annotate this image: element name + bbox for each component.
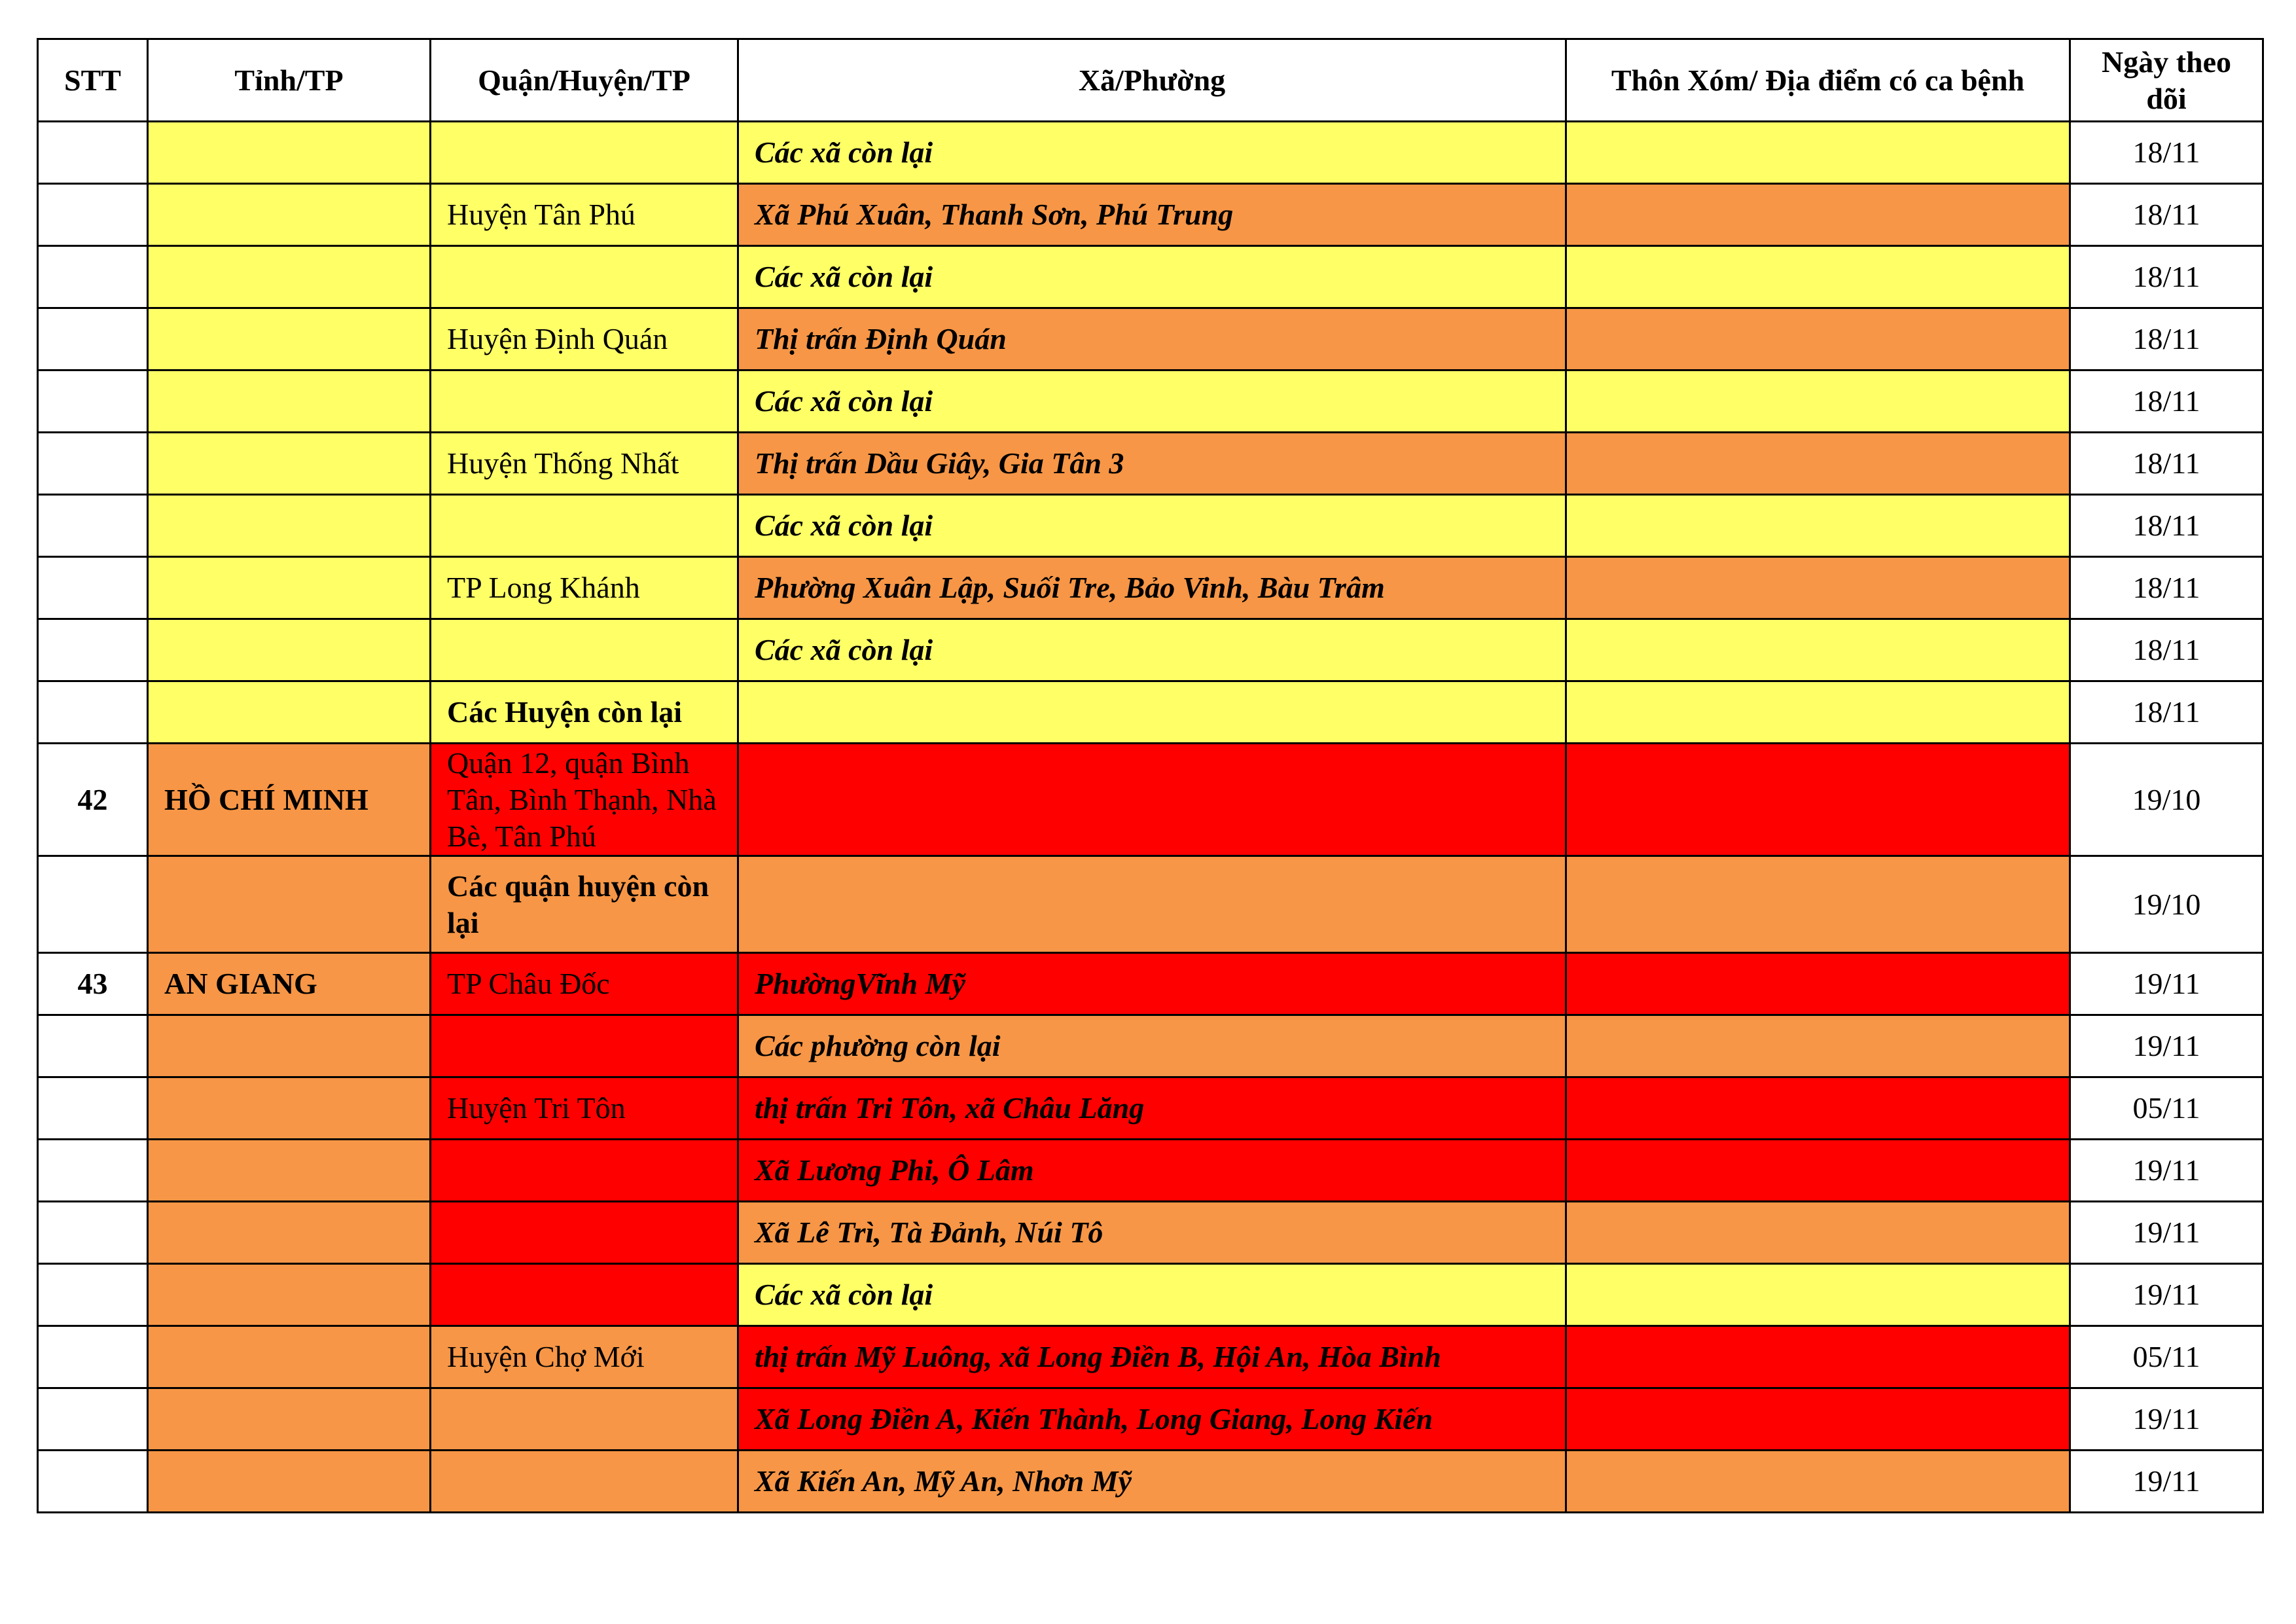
province-cell xyxy=(148,122,431,184)
hamlet-cell xyxy=(1566,681,2070,744)
district-cell xyxy=(431,1388,738,1451)
hamlet-cell xyxy=(1566,744,2070,856)
stt-cell: 42 xyxy=(38,744,148,856)
district-cell: TP Long Khánh xyxy=(431,557,738,619)
ward-cell: Thị trấn Dầu Giây, Gia Tân 3 xyxy=(738,433,1566,495)
ward-cell: Các xã còn lại xyxy=(738,122,1566,184)
district-cell: Huyện Thống Nhất xyxy=(431,433,738,495)
header-date: Ngày theo dõi xyxy=(2070,39,2263,122)
ward-cell xyxy=(738,856,1566,953)
stt-cell xyxy=(38,308,148,370)
hamlet-cell xyxy=(1566,308,2070,370)
date-cell: 19/11 xyxy=(2070,1140,2263,1202)
table-row xyxy=(38,557,2263,619)
table-row xyxy=(38,433,2263,495)
ward-cell: Xã Kiến An, Mỹ An, Nhơn Mỹ xyxy=(738,1451,1566,1513)
province-cell xyxy=(148,1264,431,1326)
ward-cell: Các xã còn lại xyxy=(738,246,1566,308)
province-cell xyxy=(148,495,431,557)
hamlet-cell xyxy=(1566,370,2070,433)
stt-cell xyxy=(38,1077,148,1140)
district-cell: Huyện Định Quán xyxy=(431,308,738,370)
ward-cell: Các xã còn lại xyxy=(738,619,1566,681)
district-cell xyxy=(431,1264,738,1326)
hamlet-cell xyxy=(1566,1202,2070,1264)
district-cell xyxy=(431,619,738,681)
header-stt: STT xyxy=(38,39,148,122)
province-cell xyxy=(148,1015,431,1077)
district-cell: Huyện Tri Tôn xyxy=(431,1077,738,1140)
district-cell: Quận 12, quận Bình Tân, Bình Thạnh, Nhà Bè, Tân Phú xyxy=(431,744,738,856)
district-cell xyxy=(431,246,738,308)
table-row xyxy=(38,1140,2263,1202)
ward-cell: Các phường còn lại xyxy=(738,1015,1566,1077)
hamlet-cell xyxy=(1566,856,2070,953)
hamlet-cell xyxy=(1566,1077,2070,1140)
province-cell xyxy=(148,246,431,308)
district-cell: Huyện Tân Phú xyxy=(431,184,738,246)
hamlet-cell xyxy=(1566,1388,2070,1451)
stt-cell xyxy=(38,433,148,495)
stt-cell xyxy=(38,1202,148,1264)
zone-table xyxy=(37,38,2264,1513)
date-cell: 18/11 xyxy=(2070,370,2263,433)
stt-cell: 43 xyxy=(38,953,148,1015)
province-cell xyxy=(148,1202,431,1264)
hamlet-cell xyxy=(1566,1140,2070,1202)
table-row xyxy=(38,744,2263,856)
table-row xyxy=(38,1388,2263,1451)
province-cell xyxy=(148,433,431,495)
hamlet-cell xyxy=(1566,495,2070,557)
province-cell: HỒ CHÍ MINH xyxy=(148,744,431,856)
ward-cell: Các xã còn lại xyxy=(738,370,1566,433)
date-cell: 18/11 xyxy=(2070,557,2263,619)
district-cell xyxy=(431,495,738,557)
hamlet-cell xyxy=(1566,1015,2070,1077)
province-cell xyxy=(148,370,431,433)
table-row xyxy=(38,1015,2263,1077)
district-cell: Huyện Chợ Mới xyxy=(431,1326,738,1388)
province-cell xyxy=(148,184,431,246)
date-cell: 19/10 xyxy=(2070,856,2263,953)
stt-cell xyxy=(38,681,148,744)
hamlet-cell xyxy=(1566,953,2070,1015)
date-cell: 18/11 xyxy=(2070,681,2263,744)
hamlet-cell xyxy=(1566,122,2070,184)
header-row xyxy=(38,39,2263,122)
date-cell: 19/11 xyxy=(2070,1015,2263,1077)
ward-cell: thị trấn Mỹ Luông, xã Long Điền B, Hội An, Hòa Bình xyxy=(738,1326,1566,1388)
ward-cell xyxy=(738,744,1566,856)
ward-cell: Các xã còn lại xyxy=(738,495,1566,557)
stt-cell xyxy=(38,122,148,184)
province-cell xyxy=(148,619,431,681)
header-province: Tỉnh/TP xyxy=(148,39,431,122)
table-row xyxy=(38,1326,2263,1388)
date-cell: 18/11 xyxy=(2070,495,2263,557)
province-cell xyxy=(148,557,431,619)
stt-cell xyxy=(38,1140,148,1202)
stt-cell xyxy=(38,1264,148,1326)
table-row xyxy=(38,495,2263,557)
province-cell xyxy=(148,856,431,953)
table-row xyxy=(38,1202,2263,1264)
table-row xyxy=(38,184,2263,246)
date-cell: 18/11 xyxy=(2070,122,2263,184)
stt-cell xyxy=(38,619,148,681)
ward-cell: Thị trấn Định Quán xyxy=(738,308,1566,370)
province-cell: AN GIANG xyxy=(148,953,431,1015)
stt-cell xyxy=(38,1451,148,1513)
stt-cell xyxy=(38,184,148,246)
hamlet-cell xyxy=(1566,1326,2070,1388)
date-cell: 19/11 xyxy=(2070,1202,2263,1264)
table-row xyxy=(38,308,2263,370)
table-row xyxy=(38,681,2263,744)
date-cell: 05/11 xyxy=(2070,1077,2263,1140)
ward-cell: Các xã còn lại xyxy=(738,1264,1566,1326)
ward-cell: Phường Xuân Lập, Suối Tre, Bảo Vinh, Bàu Trâm xyxy=(738,557,1566,619)
ward-cell: PhườngVĩnh Mỹ xyxy=(738,953,1566,1015)
date-cell: 18/11 xyxy=(2070,308,2263,370)
ward-cell: Xã Phú Xuân, Thanh Sơn, Phú Trung xyxy=(738,184,1566,246)
ward-cell: Xã Long Điền A, Kiến Thành, Long Giang, Long Kiến xyxy=(738,1388,1566,1451)
ward-cell xyxy=(738,681,1566,744)
date-cell: 19/11 xyxy=(2070,1264,2263,1326)
hamlet-cell xyxy=(1566,619,2070,681)
hamlet-cell xyxy=(1566,1264,2070,1326)
hamlet-cell xyxy=(1566,433,2070,495)
date-cell: 18/11 xyxy=(2070,619,2263,681)
district-cell xyxy=(431,1451,738,1513)
hamlet-cell xyxy=(1566,557,2070,619)
table-row xyxy=(38,370,2263,433)
stt-cell xyxy=(38,495,148,557)
province-cell xyxy=(148,1140,431,1202)
province-cell xyxy=(148,1077,431,1140)
district-cell xyxy=(431,1202,738,1264)
province-cell xyxy=(148,1451,431,1513)
ward-cell: Xã Lương Phi, Ô Lâm xyxy=(738,1140,1566,1202)
date-cell: 18/11 xyxy=(2070,184,2263,246)
province-cell xyxy=(148,308,431,370)
stt-cell xyxy=(38,856,148,953)
date-cell: 05/11 xyxy=(2070,1326,2263,1388)
table-row xyxy=(38,953,2263,1015)
table-row xyxy=(38,122,2263,184)
hamlet-cell xyxy=(1566,184,2070,246)
table-row xyxy=(38,619,2263,681)
hamlet-cell xyxy=(1566,246,2070,308)
table-row xyxy=(38,1264,2263,1326)
district-cell: Các Huyện còn lại xyxy=(431,681,738,744)
ward-cell: Xã Lê Trì, Tà Đảnh, Núi Tô xyxy=(738,1202,1566,1264)
date-cell: 18/11 xyxy=(2070,246,2263,308)
header-hamlet: Thôn Xóm/ Địa điểm có ca bệnh xyxy=(1566,39,2070,122)
district-cell xyxy=(431,122,738,184)
province-cell xyxy=(148,681,431,744)
table-row xyxy=(38,1451,2263,1513)
table-row xyxy=(38,246,2263,308)
district-cell: TP Châu Đốc xyxy=(431,953,738,1015)
table-row xyxy=(38,1077,2263,1140)
hamlet-cell xyxy=(1566,1451,2070,1513)
date-cell: 19/11 xyxy=(2070,953,2263,1015)
stt-cell xyxy=(38,1388,148,1451)
table-row xyxy=(38,856,2263,953)
province-cell xyxy=(148,1326,431,1388)
stt-cell xyxy=(38,1326,148,1388)
date-cell: 19/10 xyxy=(2070,744,2263,856)
district-cell xyxy=(431,370,738,433)
district-cell xyxy=(431,1015,738,1077)
ward-cell: thị trấn Tri Tôn, xã Châu Lăng xyxy=(738,1077,1566,1140)
stt-cell xyxy=(38,1015,148,1077)
header-district: Quận/Huyện/TP xyxy=(431,39,738,122)
date-cell: 19/11 xyxy=(2070,1451,2263,1513)
stt-cell xyxy=(38,246,148,308)
stt-cell xyxy=(38,370,148,433)
date-cell: 18/11 xyxy=(2070,433,2263,495)
district-cell xyxy=(431,1140,738,1202)
date-cell: 19/11 xyxy=(2070,1388,2263,1451)
stt-cell xyxy=(38,557,148,619)
district-cell: Các quận huyện còn lại xyxy=(431,856,738,953)
header-ward: Xã/Phường xyxy=(738,39,1566,122)
province-cell xyxy=(148,1388,431,1451)
